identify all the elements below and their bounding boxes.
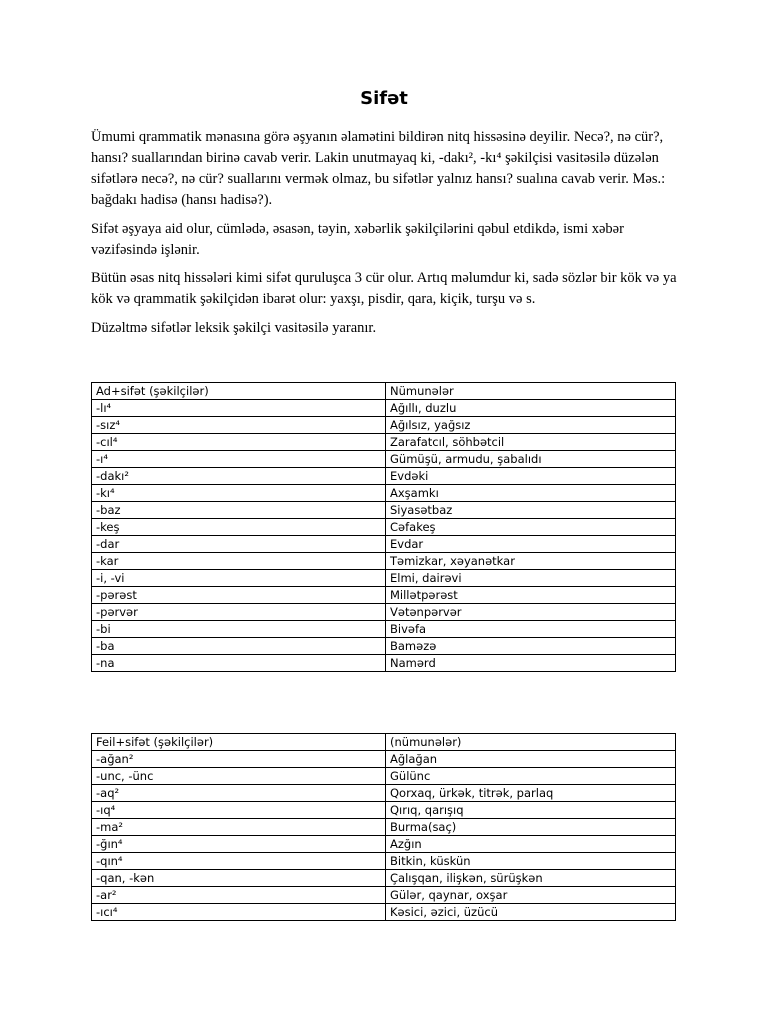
suffix-cell: -qan, -kən xyxy=(92,870,386,887)
suffix-cell: -ı⁴ xyxy=(92,451,386,468)
paragraph-derivation: Düzəltmə sifətlər leksik şəkilçi vasitəsilə yaranır. xyxy=(91,320,377,336)
table-row xyxy=(92,417,676,434)
example-cell: Çalışqan, ilişkən, sürüşkən xyxy=(386,870,676,887)
table-row xyxy=(92,870,676,887)
table-row xyxy=(92,904,676,921)
example-cell: Qorxaq, ürkək, titrək, parlaq xyxy=(386,785,676,802)
table-row xyxy=(92,638,676,655)
suffix-cell: -keş xyxy=(92,519,386,536)
verb-adjective-suffix-table xyxy=(91,733,676,921)
suffix-cell: -dakı² xyxy=(92,468,386,485)
table-row xyxy=(92,553,676,570)
suffix-cell: -baz xyxy=(92,502,386,519)
example-cell: Elmi, dairəvi xyxy=(386,570,676,587)
suffix-cell: -unc, -ünc xyxy=(92,768,386,785)
example-cell: Millətpərəst xyxy=(386,587,676,604)
table-row xyxy=(92,604,676,621)
suffix-cell: -ıq⁴ xyxy=(92,802,386,819)
suffix-cell: -qın⁴ xyxy=(92,853,386,870)
column-header-suffixes: Ad+sifət (şəkilçilər) xyxy=(92,383,386,400)
example-cell: Axşamkı xyxy=(386,485,676,502)
example-cell: Siyasətbaz xyxy=(386,502,676,519)
suffix-cell: -pərəst xyxy=(92,587,386,604)
table-row xyxy=(92,802,676,819)
suffix-cell: -i, -vi xyxy=(92,570,386,587)
example-cell: Namərd xyxy=(386,655,676,672)
suffix-cell: -ar² xyxy=(92,887,386,904)
table-row xyxy=(92,785,676,802)
example-cell: Baməzə xyxy=(386,638,676,655)
table-header-row xyxy=(92,383,676,400)
table-row xyxy=(92,751,676,768)
suffix-cell: -ağan² xyxy=(92,751,386,768)
table-body xyxy=(92,383,676,672)
table-row xyxy=(92,768,676,785)
paragraph-definition: Ümumi qrammatik mənasına görə əşyanın əlamətini bildirən nitq hissəsinə deyilir. Necə?, nə cür?, hansı? suallarından birinə cavab verir. Lakin unutmayaq ki, -dakı², -kı⁴ şəkilçisi vasitəsilə düzələn sifətlərə necə?, nə cür? suallarını vermək olmaz, bu sifətlər yalnız hansı? sualına cavab verir. Məs.: bağdakı hadisə (hansı hadisə?). xyxy=(91,129,666,208)
example-cell: Gülünc xyxy=(386,768,676,785)
example-cell: Gülər, qaynar, oxşar xyxy=(386,887,676,904)
example-cell: Ağılsız, yağsız xyxy=(386,417,676,434)
suffix-cell: -ma² xyxy=(92,819,386,836)
suffix-cell: -ıcı⁴ xyxy=(92,904,386,921)
example-cell: Burma(saç) xyxy=(386,819,676,836)
table-row xyxy=(92,434,676,451)
table-row xyxy=(92,451,676,468)
paragraph-structure: Bütün əsas nitq hissələri kimi sifət quruluşca 3 cür olur. Artıq məlumdur ki, sadə sözlər bir kök və ya kök və qrammatik şəkilçidən ibarət olur: yaxşı, pisdir, qara, kiçik, turşu və s. xyxy=(91,270,677,307)
example-cell: Vətənpərvər xyxy=(386,604,676,621)
table-row xyxy=(92,485,676,502)
suffix-cell: -kar xyxy=(92,553,386,570)
suffix-cell: -dar xyxy=(92,536,386,553)
table-row xyxy=(92,887,676,904)
suffix-cell: -aq² xyxy=(92,785,386,802)
table-row xyxy=(92,536,676,553)
table-row xyxy=(92,570,676,587)
suffix-cell: -na xyxy=(92,655,386,672)
example-cell: Evdəki xyxy=(386,468,676,485)
example-cell: Bitkin, küskün xyxy=(386,853,676,870)
example-cell: Ağıllı, duzlu xyxy=(386,400,676,417)
table-row xyxy=(92,655,676,672)
suffix-cell: -bi xyxy=(92,621,386,638)
table-row xyxy=(92,519,676,536)
table-row xyxy=(92,853,676,870)
paragraph-function: Sifət əşyaya aid olur, cümlədə, əsasən, təyin, xəbərlik şəkilçilərini qəbul etdikdə, ismi xəbər vəzifəsində işlənir. xyxy=(91,221,624,258)
suffix-cell: -kı⁴ xyxy=(92,485,386,502)
example-cell: Evdar xyxy=(386,536,676,553)
table-row xyxy=(92,468,676,485)
example-cell: Bivəfa xyxy=(386,621,676,638)
table-row xyxy=(92,621,676,638)
column-header-examples: Nümunələr xyxy=(386,383,676,400)
suffix-cell: -ğın⁴ xyxy=(92,836,386,853)
suffix-cell: -cıl⁴ xyxy=(92,434,386,451)
table-row xyxy=(92,587,676,604)
noun-adjective-suffix-table xyxy=(91,382,676,672)
suffix-cell: -sız⁴ xyxy=(92,417,386,434)
example-cell: Kəsici, əzici, üzücü xyxy=(386,904,676,921)
page-title: Sifət xyxy=(360,88,408,109)
example-cell: Qırıq, qarışıq xyxy=(386,802,676,819)
table-row xyxy=(92,819,676,836)
example-cell: Cəfakeş xyxy=(386,519,676,536)
example-cell: Təmizkar, xəyanətkar xyxy=(386,553,676,570)
column-header-suffixes: Feil+sifət (şəkilçilər) xyxy=(92,734,386,751)
suffix-cell: -lı⁴ xyxy=(92,400,386,417)
example-cell: Ağlağan xyxy=(386,751,676,768)
table-header-row xyxy=(92,734,676,751)
suffix-cell: -ba xyxy=(92,638,386,655)
example-cell: Gümüşü, armudu, şabalıdı xyxy=(386,451,676,468)
suffix-cell: -pərvər xyxy=(92,604,386,621)
table-body xyxy=(92,734,676,921)
table-row xyxy=(92,400,676,417)
table-row xyxy=(92,502,676,519)
table-row xyxy=(92,836,676,853)
example-cell: Azğın xyxy=(386,836,676,853)
example-cell: Zarafatcıl, söhbətcil xyxy=(386,434,676,451)
column-header-examples: (nümunələr) xyxy=(386,734,676,751)
